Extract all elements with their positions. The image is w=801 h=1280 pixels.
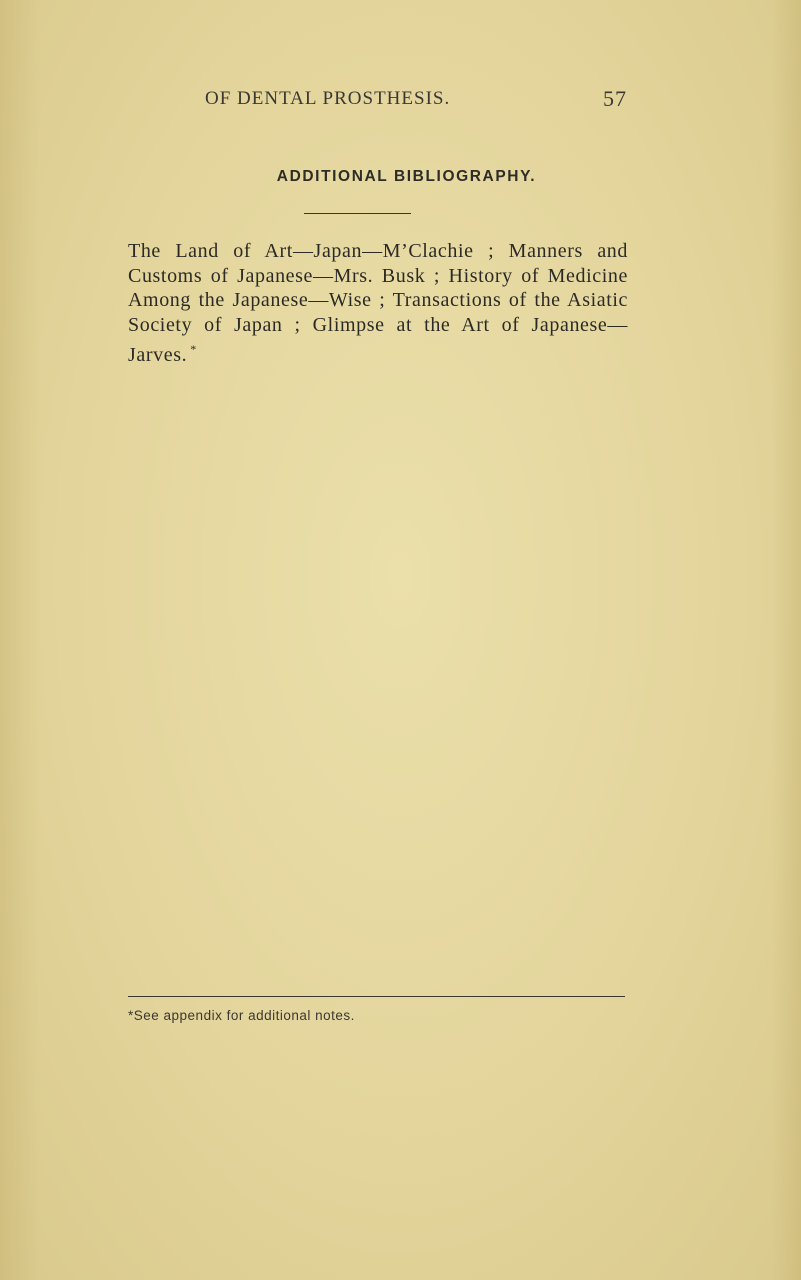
footnote-marker: * (190, 342, 197, 356)
heading-rule (304, 213, 411, 214)
bibliography-text: The Land of Art—Japan—M’Clachie ; Manners and Customs of Japanese—Mrs. Busk ; History of Medicine Among the Japanese—Wise ; Transactions of the Asiatic Society of Japan ; Glimpse at the Art of Japanese—Jarves. (128, 240, 628, 366)
footnote-rule (128, 996, 625, 997)
section-heading: ADDITIONAL BIBLIOGRAPHY. (276, 168, 537, 185)
footnote-text: *See appendix for additional notes. (128, 1008, 355, 1023)
page-edge-shadow-left (0, 0, 40, 1280)
running-head (205, 88, 645, 118)
bibliography-paragraph (128, 239, 628, 368)
running-head-title: OF DENTAL PROSTHESIS. (205, 88, 451, 109)
page-edge-shadow-right (771, 0, 801, 1280)
page-number: 57 (603, 86, 627, 111)
